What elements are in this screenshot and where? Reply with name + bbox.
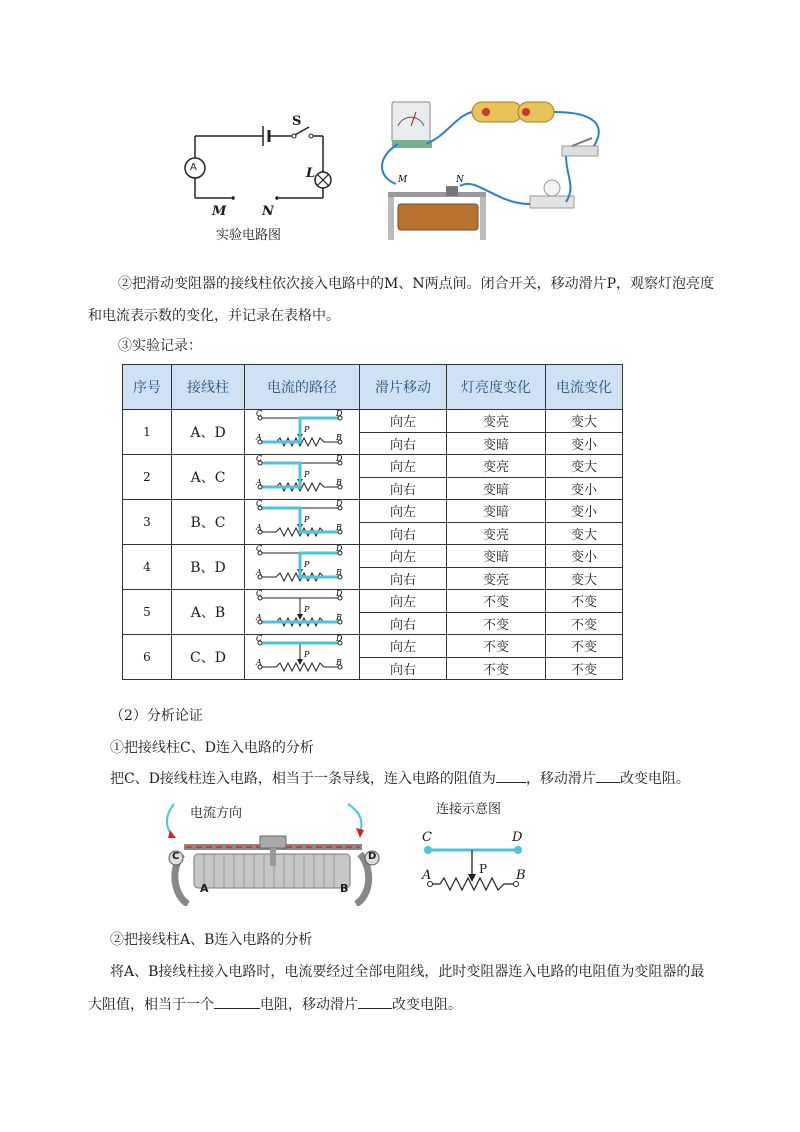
current-change: 变大 bbox=[546, 410, 623, 433]
current-direction-label: 电流方向 bbox=[190, 806, 243, 821]
diagram-label-p: P bbox=[304, 650, 310, 659]
row-current-path-diagram bbox=[245, 635, 360, 680]
light-change: 变亮 bbox=[447, 567, 546, 590]
diagram-label-d: D bbox=[336, 545, 343, 553]
diagram-label-b: B bbox=[336, 658, 342, 667]
light-change: 变亮 bbox=[447, 522, 546, 545]
current-path-icon bbox=[254, 500, 350, 540]
light-change: 变亮 bbox=[447, 410, 546, 433]
col-terminals-header: 接线柱 bbox=[172, 365, 245, 410]
schematic-title: 连接示意图 bbox=[436, 802, 502, 817]
current-path-icon bbox=[254, 545, 350, 585]
schematic-label-p: P bbox=[479, 862, 488, 876]
diagram-label-p: P bbox=[304, 560, 310, 569]
current-path-icon bbox=[254, 590, 350, 630]
current-path-icon bbox=[254, 455, 350, 495]
rheostat-label-a: A bbox=[200, 882, 209, 895]
diagram-label-a: A bbox=[256, 478, 262, 487]
instruction-line-1: ②把滑动变阻器的接线柱依次接入电路中的M、N两点间。闭合开关，移动滑片P，观察灯泡亮度 bbox=[118, 276, 715, 292]
table-row bbox=[123, 545, 623, 568]
current-change: 不变 bbox=[546, 635, 623, 658]
slider-direction: 向右 bbox=[360, 477, 447, 500]
text-2-part-b: 电阻，移动滑片 bbox=[260, 997, 358, 1013]
diagram-label-b: B bbox=[336, 613, 342, 622]
ammeter-label: A bbox=[190, 162, 197, 173]
slider-direction: 向左 bbox=[360, 545, 447, 568]
current-change: 不变 bbox=[546, 657, 623, 680]
light-change: 不变 bbox=[447, 635, 546, 658]
row-current-path-diagram bbox=[245, 500, 360, 545]
section-2-text-1 bbox=[110, 768, 690, 789]
section-2-sub-2: ②把接线柱A、B连入电路的分析 bbox=[110, 932, 313, 948]
col-move-header: 滑片移动 bbox=[360, 365, 447, 410]
light-change: 不变 bbox=[447, 657, 546, 680]
current-change: 不变 bbox=[546, 612, 623, 635]
light-change: 变暗 bbox=[447, 545, 546, 568]
col-current-header: 电流变化 bbox=[546, 365, 623, 410]
row-terminals: A、C bbox=[172, 455, 245, 500]
row-index: 4 bbox=[123, 545, 172, 590]
m-label: M bbox=[212, 204, 227, 219]
light-change: 变暗 bbox=[447, 477, 546, 500]
current-path-icon bbox=[254, 635, 350, 675]
table-row bbox=[123, 500, 623, 523]
record-heading: ③实验记录： bbox=[118, 338, 202, 354]
rheostat-label-c: C bbox=[172, 851, 180, 862]
light-change: 变亮 bbox=[447, 455, 546, 478]
col-path-header: 电流的路径 bbox=[245, 365, 360, 410]
slider-direction: 向右 bbox=[360, 612, 447, 635]
section-2-title: （2）分析论证 bbox=[110, 708, 203, 724]
slider-direction: 向左 bbox=[360, 455, 447, 478]
table-row bbox=[123, 455, 623, 478]
diagram-label-c: C bbox=[256, 500, 263, 508]
switch-label: S bbox=[292, 114, 302, 129]
row-index: 1 bbox=[123, 410, 172, 455]
diagram-label-d: D bbox=[336, 455, 343, 463]
row-index: 6 bbox=[123, 635, 172, 680]
svg-text:N: N bbox=[456, 175, 464, 185]
rheostat-label-d: D bbox=[368, 851, 377, 862]
slider-direction: 向右 bbox=[360, 567, 447, 590]
figure-caption: 实验电路图 bbox=[216, 228, 282, 243]
row-current-path-diagram bbox=[245, 590, 360, 635]
table-row bbox=[123, 410, 623, 433]
diagram-label-b: B bbox=[336, 568, 342, 577]
blank-resistance-value[interactable] bbox=[496, 768, 526, 783]
slider-direction: 向左 bbox=[360, 590, 447, 613]
diagram-label-p: P bbox=[304, 470, 310, 479]
diagram-label-b: B bbox=[336, 478, 342, 487]
apparatus-photo bbox=[376, 96, 616, 246]
row-terminals: B、C bbox=[172, 500, 245, 545]
table-row bbox=[123, 590, 623, 613]
diagram-label-p: P bbox=[304, 425, 310, 434]
text-1-part-a: 把C、D接线柱连入电路，相当于一条导线，连入电路的阻值为 bbox=[110, 771, 496, 787]
diagram-label-c: C bbox=[256, 590, 263, 598]
diagram-label-c: C bbox=[256, 545, 263, 553]
section-2-text-2-line-2 bbox=[88, 994, 462, 1015]
row-terminals: A、D bbox=[172, 410, 245, 455]
current-change: 变小 bbox=[546, 432, 623, 455]
row-terminals: B、D bbox=[172, 545, 245, 590]
slider-direction: 向右 bbox=[360, 522, 447, 545]
row-current-path-diagram bbox=[245, 455, 360, 500]
schematic-label-d: D bbox=[512, 830, 523, 845]
diagram-label-a: A bbox=[256, 433, 262, 442]
diagram-label-a: A bbox=[256, 613, 262, 622]
slider-direction: 向右 bbox=[360, 432, 447, 455]
row-terminals: C、D bbox=[172, 635, 245, 680]
current-change: 不变 bbox=[546, 590, 623, 613]
rheostat-label-b: B bbox=[340, 882, 349, 895]
blank-slider-effect-2[interactable] bbox=[358, 994, 392, 1009]
text-1-part-c: 改变电阻。 bbox=[619, 771, 690, 787]
light-change: 不变 bbox=[447, 590, 546, 613]
row-index: 2 bbox=[123, 455, 172, 500]
diagram-label-b: B bbox=[336, 523, 342, 532]
current-change: 变大 bbox=[546, 567, 623, 590]
current-change: 变小 bbox=[546, 545, 623, 568]
slider-direction: 向左 bbox=[360, 410, 447, 433]
row-index: 5 bbox=[123, 590, 172, 635]
row-current-path-diagram bbox=[245, 545, 360, 590]
diagram-label-c: C bbox=[256, 455, 263, 463]
schematic-label-c: C bbox=[422, 830, 432, 845]
diagram-label-c: C bbox=[256, 635, 263, 643]
row-index: 3 bbox=[123, 500, 172, 545]
section-2-sub-1: ①把接线柱C、D连入电路的分析 bbox=[110, 740, 314, 756]
diagram-label-a: A bbox=[256, 568, 262, 577]
text-2-part-c: 改变电阻。 bbox=[392, 997, 462, 1013]
text-2-part-a: 大阻值，相当于一个 bbox=[88, 997, 214, 1013]
diagram-label-a: A bbox=[256, 523, 262, 532]
diagram-label-d: D bbox=[336, 635, 343, 643]
row-current-path-diagram bbox=[245, 410, 360, 455]
light-change: 变暗 bbox=[447, 500, 546, 523]
light-change: 变暗 bbox=[447, 432, 546, 455]
text-1-part-b: ，移动滑片 bbox=[525, 771, 596, 787]
diagram-label-b: B bbox=[336, 433, 342, 442]
svg-text:M: M bbox=[398, 175, 408, 185]
experiment-table bbox=[122, 364, 623, 680]
diagram-label-a: A bbox=[256, 658, 262, 667]
table-row bbox=[123, 635, 623, 658]
lamp-label: L bbox=[306, 166, 316, 181]
current-change: 变小 bbox=[546, 477, 623, 500]
col-index-header: 序号 bbox=[123, 365, 172, 410]
col-light-header: 灯亮度变化 bbox=[447, 365, 546, 410]
diagram-label-c: C bbox=[256, 410, 263, 418]
slider-direction: 向右 bbox=[360, 657, 447, 680]
slider-direction: 向左 bbox=[360, 500, 447, 523]
section-2-text-2-line-1: 将A、B接线柱接入电路时，电流要经过全部电阻线，此时变阻器连入电路的电阻值为变阻器的最 bbox=[110, 964, 705, 980]
slider-direction: 向左 bbox=[360, 635, 447, 658]
diagram-label-d: D bbox=[336, 500, 343, 508]
n-label: N bbox=[262, 204, 274, 219]
light-change: 不变 bbox=[447, 612, 546, 635]
table-header-row bbox=[123, 365, 623, 410]
current-change: 变大 bbox=[546, 522, 623, 545]
current-change: 变小 bbox=[546, 500, 623, 523]
diagram-label-p: P bbox=[304, 515, 310, 524]
diagram-label-p: P bbox=[304, 605, 310, 614]
diagram-label-d: D bbox=[336, 410, 343, 418]
current-path-icon bbox=[254, 410, 350, 450]
diagram-label-d: D bbox=[336, 590, 343, 598]
schematic-label-a: A bbox=[422, 868, 432, 883]
schematic-label-b: B bbox=[516, 868, 526, 883]
row-terminals: A、B bbox=[172, 590, 245, 635]
blank-resistor-type[interactable] bbox=[214, 994, 260, 1009]
blank-slider-effect-1[interactable] bbox=[596, 768, 620, 783]
current-change: 变大 bbox=[546, 455, 623, 478]
instruction-line-2: 和电流表示数的变化，并记录在表格中。 bbox=[88, 308, 340, 324]
